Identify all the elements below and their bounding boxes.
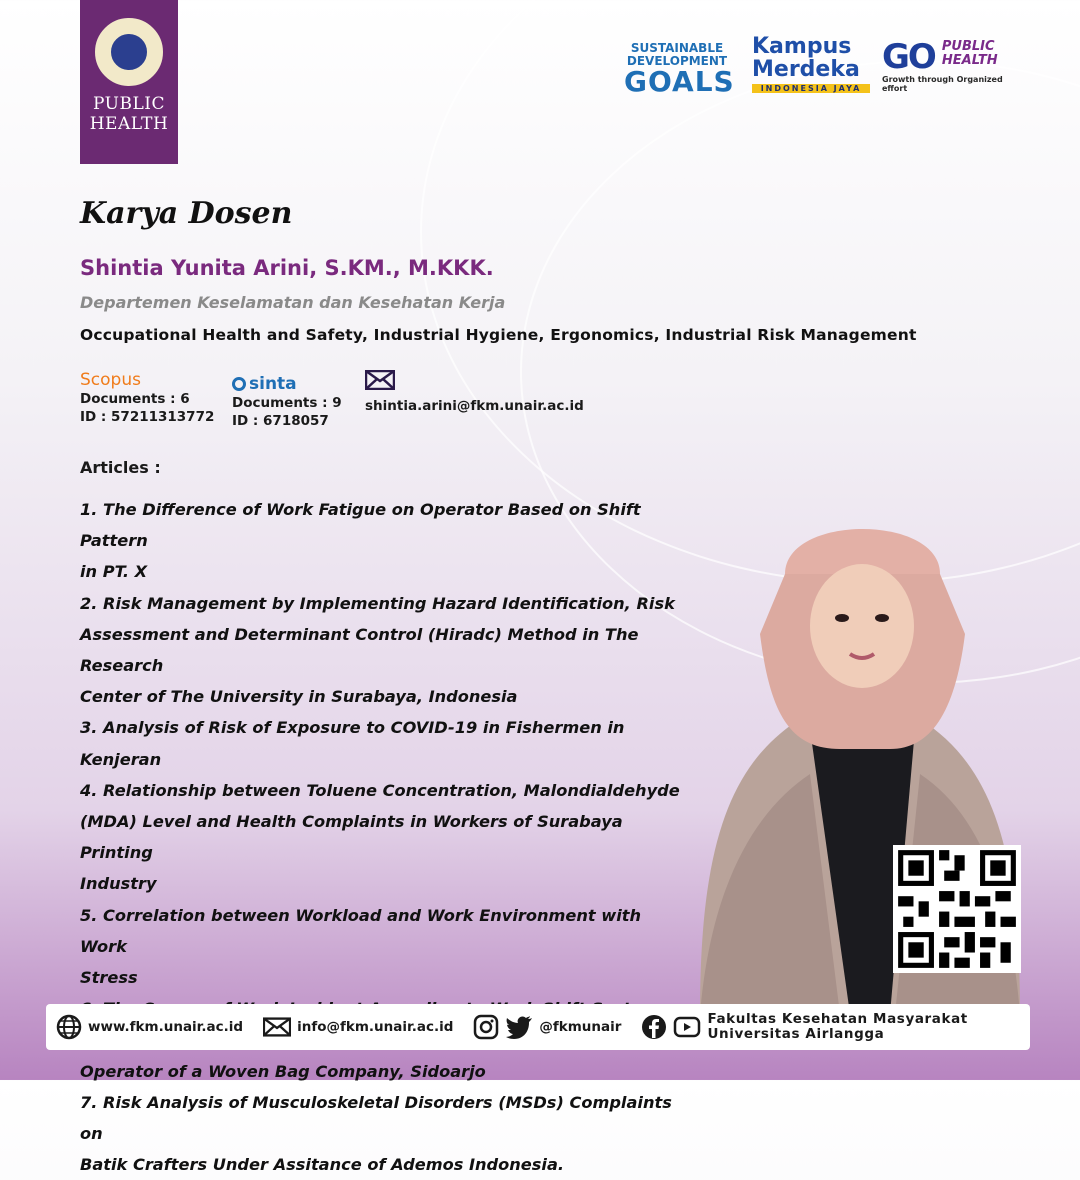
research-interests: Occupational Health and Safety, Industrial Hygiene, Ergonomics, Industrial Risk Management xyxy=(80,326,917,344)
sinta-label: sinta xyxy=(249,374,297,394)
article-line: (MDA) Level and Health Complaints in Workers of Surabaya Printing xyxy=(80,812,623,863)
sdg-logo xyxy=(624,41,735,98)
article-line: Industry xyxy=(80,874,157,894)
km-line1: Kampus xyxy=(752,34,852,59)
university-seal-icon xyxy=(95,18,163,86)
article-line: Operator of a Woven Bag Company, Sidoarjo xyxy=(80,1061,486,1081)
lecturer-email[interactable]: shintia.arini@fkm.unair.ac.id xyxy=(365,398,584,414)
faculty-line2: Universitas Airlangga xyxy=(707,1026,885,1042)
logo-text-line1: PUBLIC xyxy=(93,94,165,114)
gph-public: PUBLIC xyxy=(941,39,995,54)
articles-heading: Articles : xyxy=(80,458,161,477)
department: Departemen Keselamatan dan Kesehatan Kerja xyxy=(80,293,506,312)
go-public-health-logo xyxy=(882,37,1022,93)
instagram-icon xyxy=(473,1014,499,1040)
footer-bar xyxy=(46,1004,1030,1050)
article-line: 1. The Difference of Work Fatigue on Operator Based on Shift Pattern xyxy=(80,500,641,551)
qr-code[interactable] xyxy=(893,845,1021,973)
scopus-block xyxy=(80,370,214,426)
logo-text-line2: HEALTH xyxy=(89,114,169,134)
sinta-id: ID : 6718057 xyxy=(232,413,329,429)
article-line: 7. Risk Analysis of Musculoskeletal Disorders (MSDs) Complaints on xyxy=(80,1092,672,1144)
lecturer-name: Shintia Yunita Arini, S.KM., M.KKK. xyxy=(80,256,494,280)
scopus-logo: Scopus xyxy=(80,370,141,390)
sdg-line2: DEVELOPMENT xyxy=(626,54,728,68)
mail-icon xyxy=(365,370,395,390)
kampus-merdeka-logo xyxy=(752,36,870,93)
articles-list xyxy=(80,494,680,1180)
footer-social[interactable] xyxy=(473,1014,621,1040)
article-line: 5. Correlation between Workload and Work Environment with Work xyxy=(80,905,642,956)
email-block xyxy=(365,370,584,415)
footer-email[interactable] xyxy=(263,1017,453,1037)
km-band: INDONESIA JAYA xyxy=(752,84,870,93)
sinta-icon xyxy=(232,377,246,391)
faculty-name xyxy=(707,1012,967,1042)
sinta-block xyxy=(232,374,342,430)
page-heading: Karya Dosen xyxy=(80,196,293,231)
logo-text xyxy=(90,94,169,134)
article-line: Batik Crafters Under Assitance of Ademos Indonesia. xyxy=(80,1155,565,1175)
scopus-documents: Documents : 6 xyxy=(80,391,190,407)
gph-go: GO xyxy=(882,37,935,77)
article-line: Assessment and Determinant Control (Hiradc) Method in The Research xyxy=(80,624,639,676)
article-line: in PT. X xyxy=(80,562,148,582)
sinta-documents: Documents : 9 xyxy=(232,395,342,411)
facebook-icon xyxy=(641,1014,667,1040)
footer-website-text: www.fkm.unair.ac.id xyxy=(88,1019,244,1035)
article-line: 4. Relationship between Toluene Concentration, Malondialdehyde xyxy=(80,780,680,800)
km-line2: Merdeka xyxy=(752,57,860,82)
article-line: 3. Analysis of Risk of Exposure to COVID-19 in Fishermen in Kenjeran xyxy=(80,718,625,769)
footer-social-text: @fkmunair xyxy=(539,1019,622,1035)
mail-icon xyxy=(263,1017,291,1037)
footer-website[interactable] xyxy=(56,1014,243,1040)
globe-icon xyxy=(56,1014,82,1040)
sdg-line1: SUSTAINABLE xyxy=(630,41,724,55)
faculty-line1: Fakultas Kesehatan Masyarakat xyxy=(707,1011,968,1027)
twitter-icon xyxy=(505,1015,533,1039)
sinta-logo xyxy=(232,374,342,394)
gph-health: HEALTH xyxy=(941,53,998,68)
article-line: Stress xyxy=(80,968,138,988)
public-health-logo xyxy=(80,0,178,164)
footer-faculty[interactable] xyxy=(641,1012,967,1042)
gph-wordmark xyxy=(942,40,998,68)
sdg-line3: GOALS xyxy=(624,65,735,98)
article-line: Center of The University in Surabaya, Indonesia xyxy=(80,687,518,707)
scopus-id: ID : 57211313772 xyxy=(80,409,215,425)
gph-tagline: Growth through Organized effort xyxy=(882,75,1003,93)
youtube-icon xyxy=(673,1015,701,1039)
footer-email-text: info@fkm.unair.ac.id xyxy=(297,1019,454,1035)
article-line: 2. Risk Management by Implementing Hazard Identification, Risk xyxy=(80,593,675,613)
